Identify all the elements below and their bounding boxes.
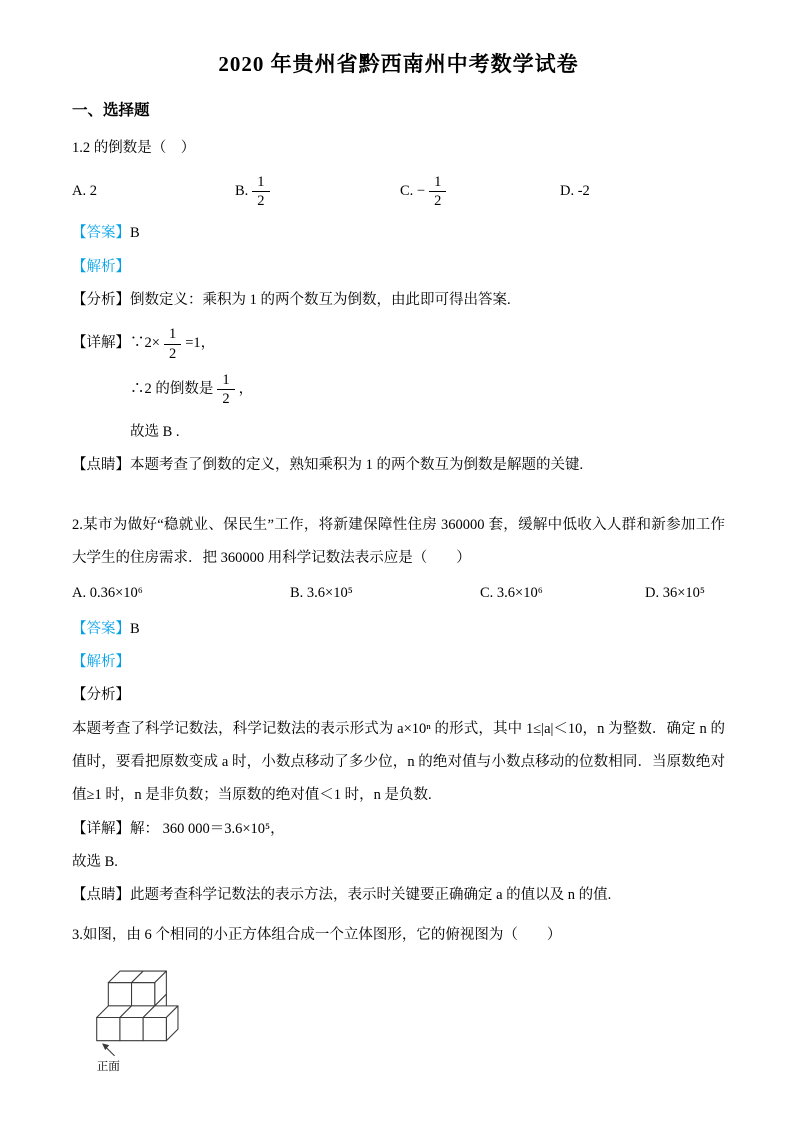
- q2-option-d: D. 36×10⁵: [645, 585, 705, 602]
- q1-fenxi-text: 倒数定义：乘积为 1 的两个数互为倒数，由此即可得出答案.: [130, 292, 511, 309]
- fraction: [164, 325, 181, 362]
- fenxi-label: 【分析】: [72, 687, 130, 704]
- fraction-numerator: 1: [257, 173, 265, 190]
- q1-dianjing-line: [72, 449, 725, 482]
- q2-options: [72, 577, 725, 610]
- q2-jiexi-line: [72, 646, 725, 679]
- xiangjie-label: 【详解】: [72, 820, 130, 837]
- section-heading: 一、选择题: [72, 102, 150, 119]
- q1-option-b: [235, 173, 400, 210]
- q2-option-b: B. 3.6×10⁵: [290, 585, 353, 602]
- q2-answer-line: [72, 613, 725, 646]
- q1-answer-value: B: [130, 225, 140, 242]
- q2-xiangjie-text: 解： 360 000＝3.6×10⁵，: [130, 820, 285, 837]
- q2-stem: 2.某市为做好“稳就业、保民生”工作，将新建保障性住房 360000 套，缓解中低收入人群和新参加工作大学生的住房需求．把 360000 用科学记数法表示应是（ ）: [72, 516, 725, 566]
- q1-answer-line: [72, 217, 725, 250]
- q2-fenxi-text: 本题考查了科学记数法，科学记数法的表示形式为 a×10ⁿ 的形式，其中 1≤|a|＜10，n 为整数．确定 n 的值时，要看把原数变成 a 时，小数点移动了多少位，n 的绝对值与小数点移动的位数相同．当原数绝对值≥1 时，n 是非负数；当原数的绝对值＜1 时，n 是负数.: [72, 720, 725, 804]
- q2-answer-value: B: [130, 620, 140, 637]
- q2-xiangjie-line: [72, 813, 725, 846]
- fraction: [217, 371, 234, 408]
- fraction: [252, 173, 269, 210]
- answer-label: 【答案】: [72, 620, 130, 637]
- q1-detail-line1: [72, 325, 725, 362]
- q1-jiexi-line: [72, 251, 725, 284]
- q2-option-a: A. 0.36×10⁶: [72, 585, 143, 602]
- q1-option-c: [400, 173, 560, 210]
- fenxi-label: 【分析】: [72, 292, 130, 309]
- fraction-denominator: 2: [252, 191, 269, 210]
- dianjing-label: 【点睛】: [72, 457, 130, 474]
- q2-fenxi-label-line: [72, 679, 725, 712]
- q2-option-c: C. 3.6×10⁶: [480, 585, 543, 602]
- fraction-numerator: 1: [222, 371, 230, 388]
- q1-detail-line2-post: ，: [238, 380, 254, 397]
- answer-label: 【答案】: [72, 225, 130, 242]
- dianjing-label: 【点睛】: [72, 887, 130, 904]
- fraction-denominator: 2: [217, 389, 234, 408]
- cubes-isometric-drawing: [86, 960, 186, 1075]
- q1-option-d: D. -2: [560, 182, 590, 199]
- fraction-numerator: 1: [434, 173, 442, 190]
- q3-stem: 3.如图，由 6 个相同的小正方体组合成一个立体图形，它的俯视图为（ ）: [72, 926, 562, 943]
- q1-fenxi-line: [72, 284, 725, 317]
- q1-dianjing-text: 本题考查了倒数的定义，熟知乘积为 1 的两个数互为倒数是解题的关键.: [130, 457, 584, 474]
- q1-option-c-label: C. −: [400, 182, 426, 199]
- fraction: [429, 173, 446, 210]
- page-title: 2020 年贵州省黔西南州中考数学试卷: [218, 52, 579, 76]
- q3-cube-figure: [86, 960, 725, 1075]
- xiangjie-label: 【详解】: [72, 335, 130, 352]
- front-direction-arrow-icon: [102, 1043, 115, 1056]
- q1-option-b-label: B.: [235, 182, 249, 199]
- q1-detail-line3: 故选 B .: [130, 423, 180, 440]
- q2-dianjing-line: [72, 879, 725, 912]
- jiexi-label: 【解析】: [72, 258, 130, 275]
- q1-detail-line2-pre: ∴2 的倒数是: [130, 380, 214, 397]
- front-face-label: 正面: [96, 1060, 120, 1074]
- q2-dianjing-text: 此题考查科学记数法的表示方法，表示时关键要正确确定 a 的值以及 n 的值.: [130, 887, 612, 904]
- fraction-denominator: 2: [164, 344, 181, 363]
- q1-stem: 1.2 的倒数是（ ）: [72, 140, 196, 156]
- jiexi-label: 【解析】: [72, 653, 130, 670]
- question-gap: [72, 483, 725, 509]
- fraction-denominator: 2: [429, 191, 446, 210]
- fraction-numerator: 1: [168, 326, 177, 343]
- q1-detail-line1-post: =1，: [185, 335, 216, 352]
- q2-guxuan-line: 故选 B.: [72, 854, 118, 870]
- q1-detail-line1-pre: ∵2×: [130, 335, 160, 352]
- q1-option-a: A. 2: [72, 182, 97, 199]
- q1-options: [72, 167, 725, 215]
- q1-detail-line2: [130, 371, 725, 408]
